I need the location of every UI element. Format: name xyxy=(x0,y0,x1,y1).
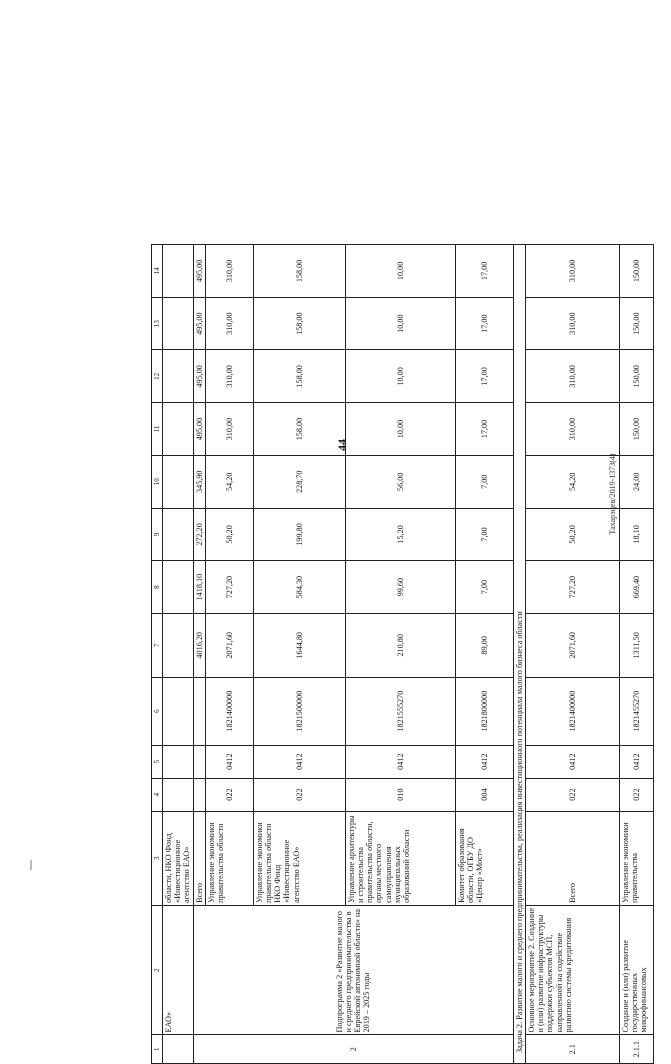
value-cell: 272,20 xyxy=(193,508,205,561)
value-cell: 310,00 xyxy=(205,350,253,403)
value-cell: 17,00 xyxy=(455,297,513,350)
value-cell: 727,20 xyxy=(205,561,253,614)
scan-mark xyxy=(30,860,32,870)
value-cell: 199,80 xyxy=(253,508,345,561)
column-header: 14 xyxy=(152,245,163,298)
value-cell: 584,30 xyxy=(253,561,345,614)
value-cell: 54,20 xyxy=(526,455,620,508)
executor-cell: Управление экономики правительства области xyxy=(205,811,253,905)
column-number-row xyxy=(152,245,163,1064)
value-cell: 17,00 xyxy=(455,403,513,456)
value-cell: 150,00 xyxy=(620,297,654,350)
value-cell: 310,00 xyxy=(526,245,620,298)
executor-cell: Комитет образования области, ОГБУ ДО «Центр «Мост» xyxy=(455,811,513,905)
grbs-cell: 004 xyxy=(455,778,513,811)
value-cell: 56,00 xyxy=(345,455,455,508)
column-header: 7 xyxy=(152,613,163,677)
value-cell: 50,20 xyxy=(205,508,253,561)
measure-name: Основное мероприятие 2. Создание и (или) развитие инфраструктуры поддержки субъектов МСП, направленной на содействие развитию системы кредитования xyxy=(526,905,620,1035)
task-row xyxy=(513,245,525,1064)
value-cell: 150,00 xyxy=(620,245,654,298)
row-number: 2 xyxy=(193,1035,513,1064)
column-header: 9 xyxy=(152,508,163,561)
column-header: 6 xyxy=(152,677,163,745)
value-cell: 495,00 xyxy=(193,403,205,456)
rz-cell: 0412 xyxy=(345,745,455,778)
table-cell: ЕАО» xyxy=(163,905,194,1035)
value-cell: 10,00 xyxy=(345,403,455,456)
grbs-cell: 022 xyxy=(526,778,620,811)
value-cell: 89,00 xyxy=(455,613,513,677)
value-cell: 150,00 xyxy=(620,350,654,403)
csr-cell: 1821800000 xyxy=(455,677,513,745)
value-cell: 669,40 xyxy=(620,561,654,614)
value-cell: 2071,60 xyxy=(526,613,620,677)
value-cell: 158,00 xyxy=(253,403,345,456)
table-cell: области, НКО Фонд «Инвестиционное агентство ЕАО» xyxy=(163,811,194,905)
value-cell: 7,00 xyxy=(455,455,513,508)
value-cell: 1311,50 xyxy=(620,613,654,677)
executor-cell: Управление экономики правительства области НКО Фонд «Инвестиционное агентство ЕАО» xyxy=(253,811,345,905)
column-header: 2 xyxy=(152,905,163,1035)
value-cell: 310,00 xyxy=(526,403,620,456)
value-cell: 50,20 xyxy=(526,508,620,561)
value-cell: 17,00 xyxy=(455,350,513,403)
grbs-cell: 022 xyxy=(620,778,654,811)
value-cell: 10,00 xyxy=(345,297,455,350)
column-header: 5 xyxy=(152,745,163,778)
subprogram-name: Подпрограмма 2 «Развитие малого и среднего предпринимательства в Еврейской автономной области» на 2019 – 2025 годы xyxy=(193,905,513,1035)
value-cell: 310,00 xyxy=(205,245,253,298)
value-cell: 727,20 xyxy=(526,561,620,614)
rz-cell: 0412 xyxy=(526,745,620,778)
value-cell: 495,00 xyxy=(193,245,205,298)
column-header: 3 xyxy=(152,811,163,905)
budget-table-rotated xyxy=(151,244,671,1064)
value-cell: 2071,60 xyxy=(205,613,253,677)
executor-cell: Всего xyxy=(526,811,620,905)
csr-cell: 1821555270 xyxy=(345,677,455,745)
value-cell: 228,70 xyxy=(253,455,345,508)
rz-cell: 0412 xyxy=(620,745,654,778)
page-number: 44 xyxy=(335,439,349,451)
value-cell: 1418,10 xyxy=(193,561,205,614)
value-cell: 158,00 xyxy=(253,245,345,298)
column-header: 10 xyxy=(152,455,163,508)
value-cell: 7,00 xyxy=(455,508,513,561)
value-cell: 158,00 xyxy=(253,350,345,403)
column-header: 13 xyxy=(152,297,163,350)
value-cell: 99,60 xyxy=(345,561,455,614)
table-row xyxy=(193,245,205,1064)
csr-cell: 1821400000 xyxy=(205,677,253,745)
row-number: 2.1 xyxy=(526,1035,620,1064)
grbs-cell: 022 xyxy=(253,778,345,811)
executor-cell: Управление архитектуры и строительства правительства области, органы местного самоуправления муниципальных образований области xyxy=(345,811,455,905)
column-header: 1 xyxy=(152,1035,163,1064)
rz-cell: 0412 xyxy=(455,745,513,778)
value-cell: 24,00 xyxy=(620,455,654,508)
column-header: 4 xyxy=(152,778,163,811)
table-row xyxy=(526,245,620,1064)
value-cell: 7,00 xyxy=(455,561,513,614)
value-cell: 310,00 xyxy=(526,350,620,403)
value-cell: 150,00 xyxy=(620,403,654,456)
executor-cell: Всего xyxy=(193,811,205,905)
budget-table xyxy=(151,244,654,1064)
task-heading: Задача 2. Развитие малого и среднего предпринимательства, реализация инвестиционного потенциала малого бизнеса области xyxy=(513,245,525,1064)
column-header: 12 xyxy=(152,350,163,403)
document-footer-code: Тахарэцев/2019-1373(4) xyxy=(608,453,617,535)
value-cell: 17,00 xyxy=(455,245,513,298)
rz-cell: 0412 xyxy=(253,745,345,778)
value-cell: 4016,20 xyxy=(193,613,205,677)
value-cell: 310,00 xyxy=(205,403,253,456)
value-cell: 158,00 xyxy=(253,297,345,350)
rz-cell: 0412 xyxy=(205,745,253,778)
value-cell: 10,00 xyxy=(345,350,455,403)
value-cell: 345,90 xyxy=(193,455,205,508)
csr-cell: 1821500000 xyxy=(253,677,345,745)
row-number: 2.1.1 xyxy=(620,1035,654,1064)
value-cell: 310,00 xyxy=(205,297,253,350)
value-cell: 495,00 xyxy=(193,297,205,350)
table-row xyxy=(620,245,654,1064)
value-cell: 310,00 xyxy=(526,297,620,350)
value-cell: 210,80 xyxy=(345,613,455,677)
csr-cell: 1821455270 xyxy=(620,677,654,745)
column-header: 11 xyxy=(152,403,163,456)
value-cell: 15,20 xyxy=(345,508,455,561)
value-cell: 18,10 xyxy=(620,508,654,561)
grbs-cell: 022 xyxy=(205,778,253,811)
table-row xyxy=(163,245,194,1064)
measure-name: Создание и (или) развитие государственных микрофинансовых xyxy=(620,905,654,1035)
csr-cell: 1821400000 xyxy=(526,677,620,745)
column-header: 8 xyxy=(152,561,163,614)
value-cell: 1644,80 xyxy=(253,613,345,677)
executor-cell: Управление экономики правительства xyxy=(620,811,654,905)
value-cell: 54,20 xyxy=(205,455,253,508)
value-cell: 10,00 xyxy=(345,245,455,298)
value-cell: 495,00 xyxy=(193,350,205,403)
grbs-cell: 010 xyxy=(345,778,455,811)
